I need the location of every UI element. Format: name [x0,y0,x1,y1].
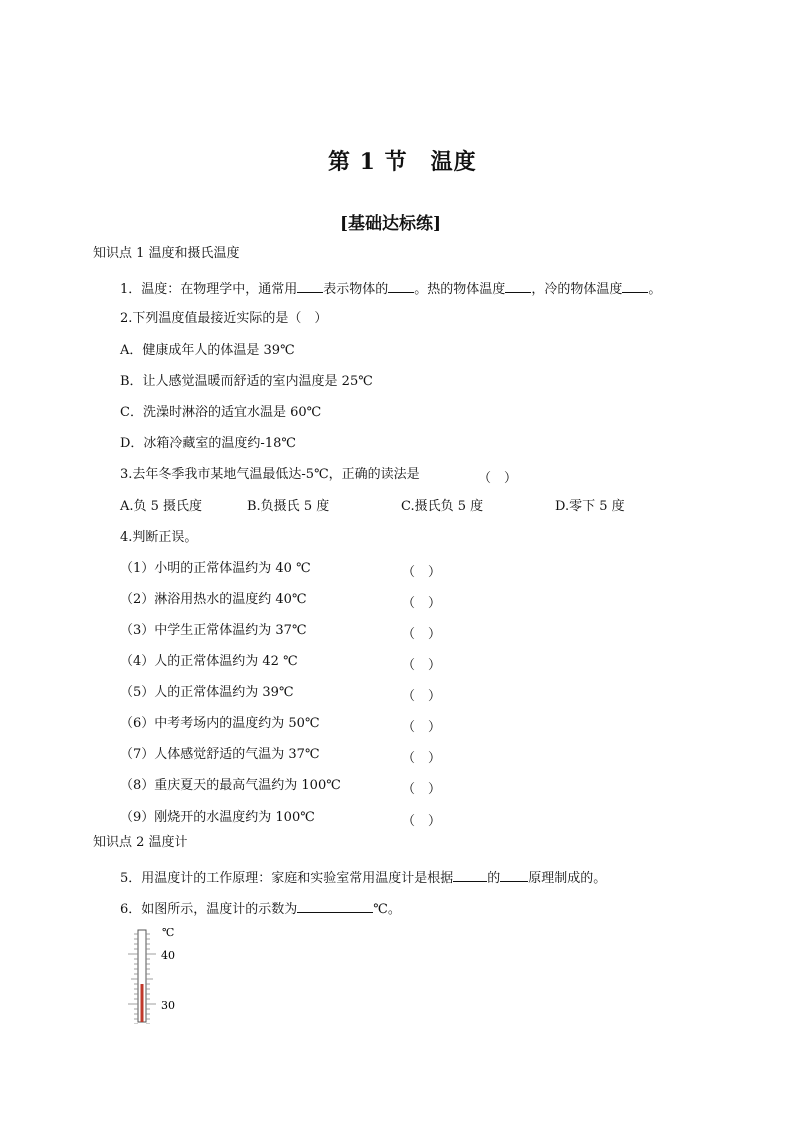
q4-paren-2[interactable]: （ ） [402,596,442,611]
question-3-option-c: C.摄氏负 5 度 [401,499,484,514]
q4-paren-6[interactable]: （ ） [402,720,442,735]
q4-item-5: （5）人的正常体温约为 39℃ [120,685,294,700]
q1-part-d: ，冷的物体温度 [531,282,623,297]
thermometer-unit: ℃ [162,928,175,939]
q4-item-2: （2）淋浴用热水的温度约 40℃ [120,592,307,607]
knowledge-point-2: 知识点 2 温度计 [93,835,188,850]
q4-item-4: （4）人的正常体温约为 42 ℃ [120,654,298,669]
q1-blank-4[interactable] [622,280,648,293]
question-3-stem: 3.去年冬季我市某地气温最低达-5℃，正确的读法是 [120,467,420,482]
q6-part-b: ℃。 [373,902,401,917]
question-3-option-d: D.零下 5 度 [555,499,625,514]
question-1 [120,280,661,298]
question-2-option-d: D．冰箱冷藏室的温度约-18℃ [120,436,296,451]
thermometer-label-30: 30 [161,999,175,1012]
q4-paren-5[interactable]: （ ） [402,689,442,704]
question-6 [120,900,401,918]
page-title: 第 1 节 温度 [328,149,477,175]
q6-part-a: 6．如图所示，温度计的示数为 [120,902,298,917]
q4-paren-3[interactable]: （ ） [402,627,442,642]
q4-item-8: （8）重庆夏天的最高气温约为 100℃ [120,778,341,793]
question-4-stem: 4.判断正误。 [120,530,198,545]
q6-blank[interactable] [297,900,373,913]
section-subtitle: [基础达标练] [340,214,442,234]
q1-part-e: 。 [648,282,662,297]
q4-paren-7[interactable]: （ ） [402,751,442,766]
q4-paren-1[interactable]: （ ） [402,565,442,580]
q4-item-6: （6）中考考场内的温度约为 50℃ [120,716,320,731]
question-3-option-a: A.负 5 摄氏度 [120,499,203,514]
q5-blank-1[interactable] [453,869,487,882]
q5-part-c: 原理制成的。 [528,871,607,886]
thermometer-figure [126,928,186,1024]
question-2-option-c: C．洗澡时淋浴的适宜水温是 60℃ [120,405,322,420]
q5-part-a: 5．用温度计的工作原理：家庭和实验室常用温度计是根据 [120,871,454,886]
knowledge-point-1: 知识点 1 温度和摄氏温度 [93,246,240,261]
q4-paren-9[interactable]: （ ） [402,814,442,829]
q4-item-9: （9）刚烧开的水温度约为 100℃ [120,810,315,825]
q4-paren-8[interactable]: （ ） [402,782,442,797]
q1-blank-3[interactable] [505,280,531,293]
q4-item-1: （1）小明的正常体温约为 40 ℃ [120,561,311,576]
question-3-paren[interactable]: （ ） [478,471,518,486]
thermometer-label-40: 40 [161,949,175,962]
q4-item-7: （7）人体感觉舒适的气温为 37℃ [120,747,320,762]
question-3-option-b: B.负摄氏 5 度 [247,499,330,514]
q4-item-3: （3）中学生正常体温约为 37℃ [120,623,307,638]
q5-blank-2[interactable] [500,869,528,882]
question-2-stem: 2.下列温度值最接近实际的是（ ） [120,311,328,326]
thermometer-liquid [141,984,144,1022]
question-5 [120,869,606,887]
q5-part-b: 的 [487,871,501,886]
q1-part-b: 表示物体的 [323,282,389,297]
q1-blank-1[interactable] [297,280,323,293]
thermometer-svg [126,928,186,1024]
q4-paren-4[interactable]: （ ） [402,658,442,673]
q1-blank-2[interactable] [388,280,414,293]
question-2-option-a: A．健康成年人的体温是 39℃ [120,343,295,358]
question-2-option-b: B．让人感觉温暖而舒适的室内温度是 25℃ [120,374,373,389]
q1-part-a: 1．温度：在物理学中，通常用 [120,282,298,297]
q1-part-c: 。热的物体温度 [414,282,506,297]
